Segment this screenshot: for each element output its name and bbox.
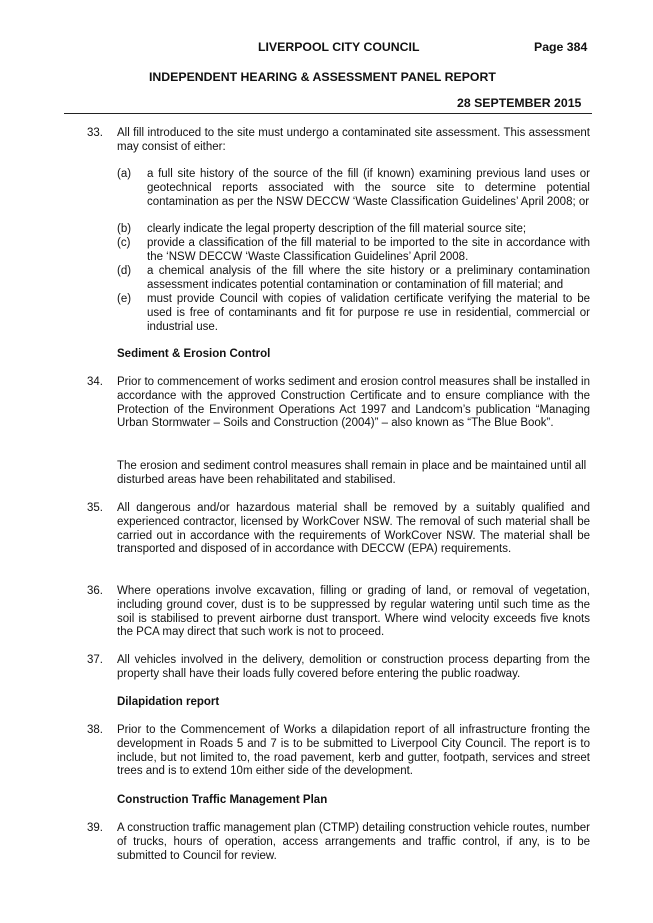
list-item-label: (d) xyxy=(117,265,132,277)
section-heading: Sediment & Erosion Control xyxy=(117,348,271,360)
condition-text: A construction traffic management plan (CTMP) detailing construction vehicle routes, number of trucks, hours of operation, access arrangements and traffic control, if any, is to be submitted to Council for review. xyxy=(117,822,590,862)
condition-text: All vehicles involved in the delivery, demolition or construction process departing from the property shall have their loads fully covered before entering the public roadway. xyxy=(117,654,590,680)
council-name: LIVERPOOL CITY COUNCIL xyxy=(258,40,420,54)
condition-number: 33. xyxy=(87,127,103,139)
condition-text: The erosion and sediment control measures shall remain in place and be maintained until all disturbed areas have been rehabilitated and stabilised. xyxy=(117,460,587,486)
condition-number: 34. xyxy=(87,376,103,388)
condition-number: 36. xyxy=(87,585,103,597)
page-number: Page 384 xyxy=(534,40,588,54)
header-rule xyxy=(64,113,592,114)
condition-text: Prior to the Commencement of Works a dilapidation report of all infrastructure fronting the development in Roads 5 and 7 is to be submitted to Liverpool City Council. The report is to include, but not limited to, the road pavement, kerb and gutter, footpath, services and street trees and is to extend 10m either side of the development. xyxy=(117,724,590,778)
list-item-text: clearly indicate the legal property description of the fill material source site; xyxy=(147,223,527,235)
list-item-label: (a) xyxy=(117,168,132,180)
list-item-label: (e) xyxy=(117,293,132,305)
condition-text: All dangerous and/or hazardous material shall be removed by a suitably qualified and experienced contractor, licensed by WorkCover NSW. The removal of such material shall be carried out in accordance with the requirements of WorkCover NSW. The material shall be transported and disposed of in accordance with DECCW (EPA) requirements. xyxy=(117,502,590,556)
report-title: INDEPENDENT HEARING & ASSESSMENT PANEL REPORT xyxy=(149,70,496,84)
list-item-text: provide a classification of the fill material to be imported to the site in accordance with the ‘NSW DECCW ‘Waste Classification Guidelines’ April 2008. xyxy=(147,237,590,263)
condition-text: All fill introduced to the site must undergo a contaminated site assessment. This assessment may consist of either: xyxy=(117,127,590,153)
list-item-text: must provide Council with copies of validation certificate verifying the material to be used is free of contaminants and fit for purpose re use in residential, commercial or industrial use. xyxy=(147,293,590,333)
condition-number: 39. xyxy=(87,822,103,834)
list-item-label: (c) xyxy=(117,237,131,249)
section-heading: Construction Traffic Management Plan xyxy=(117,794,328,806)
list-item-text: a chemical analysis of the fill where the site history or a preliminary contamination assessment indicates potential contamination or contamination of fill material; and xyxy=(147,265,590,291)
condition-text: Prior to commencement of works sediment and erosion control measures shall be installed in accordance with the approved Construction Certificate and to ensure compliance with the Protection of the Environment Operations Act 1997 and Landcom’s publication “Managing Urban Stormwater – Soils and Construction (2004)” – also known as “The Blue Book”. xyxy=(117,376,590,430)
condition-number: 35. xyxy=(87,502,103,514)
list-item-text: a full site history of the source of the fill (if known) examining previous land uses or geotechnical reports associated with the source site to determine potential contamination as per the NSW DECCW ‘Waste Classification Guidelines’ April 2008; or xyxy=(147,168,590,208)
condition-number: 38. xyxy=(87,724,103,736)
list-item-label: (b) xyxy=(117,223,132,235)
condition-text: Where operations involve excavation, filling or grading of land, or removal of vegetation, including ground cover, dust is to be suppressed by regular watering until such time as the soil is stabilised to prevent airborne dust transport. Where wind velocity exceeds five knots the PCA may direct that such work is not to proceed. xyxy=(117,585,590,639)
condition-number: 37. xyxy=(87,654,103,666)
section-heading: Dilapidation report xyxy=(117,696,220,708)
report-date: 28 SEPTEMBER 2015 xyxy=(457,96,582,110)
